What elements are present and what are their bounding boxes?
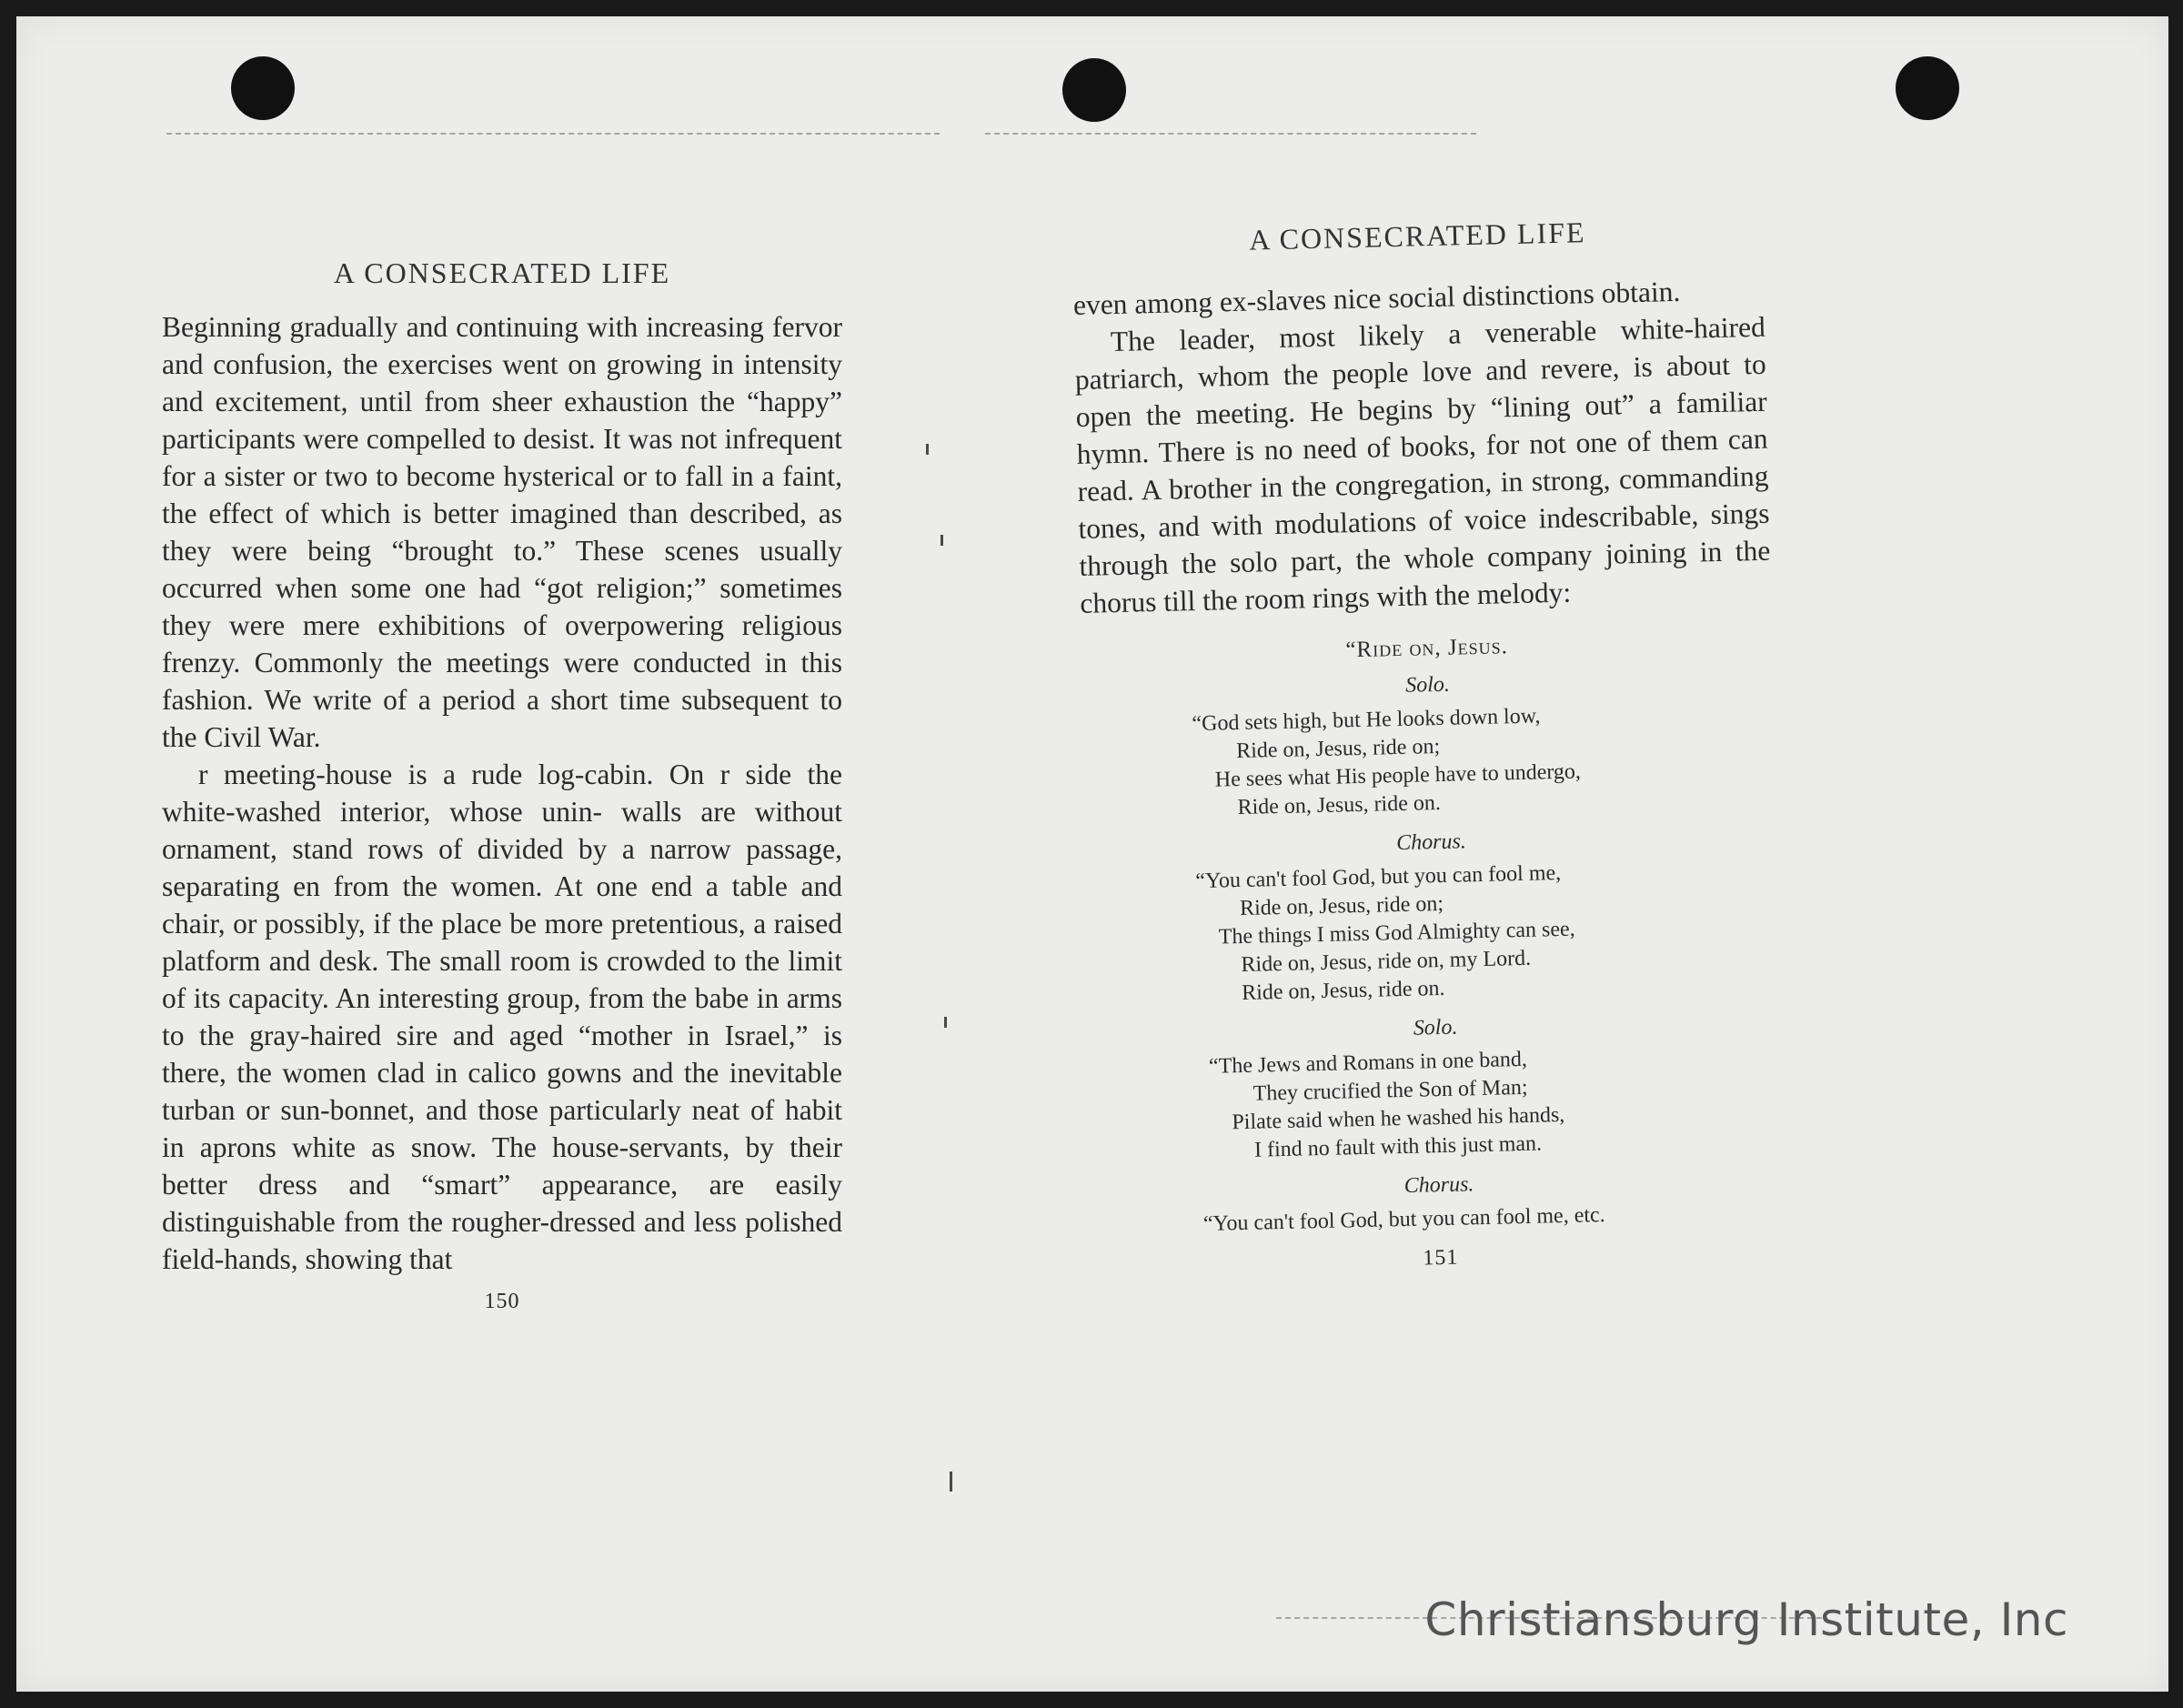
hymn [1081, 627, 1786, 1281]
page-number: 151 [1423, 1245, 1459, 1271]
punch-hole [1062, 58, 1126, 122]
stanza-label: Chorus. [1403, 1172, 1474, 1198]
scan-rule [985, 133, 1476, 135]
hymn-line: “You can't fool God, but you can fool me, [1195, 860, 1562, 894]
running-head: A CONSECRATED LIFE [333, 256, 671, 289]
stanza-label: Chorus. [1395, 829, 1467, 856]
hymn-line: “You can't fool God, but you can fool me, etc. [1202, 1202, 1605, 1236]
watermark: Christiansburg Institute, Inc [1424, 1593, 2068, 1646]
page-number: 150 [484, 1290, 520, 1313]
right-page [1071, 210, 1786, 1281]
hymn-line: Ride on, Jesus, ride on; [1235, 734, 1441, 764]
hymn-line: Ride on, Jesus, ride on, my Lord. [1241, 946, 1532, 977]
stanza [1085, 821, 1780, 1011]
running-head: A CONSECRATED LIFE [1248, 216, 1586, 256]
paragraph: Beginning gradually and continuing with increasing fervor and confusion, the exercises went on growing in intensity and excitement, until from sheer exhaustion the “happy” participants were compelled to desist. It was not infrequent for a sister or two to become hysterical or to fall in a faint, the effect of which is better imagined than described, as they were being “brought to.” These scenes usually occurred when some one had “got religion;” sometimes they were mere exhibitions of overpowering religious frenzy. Commonly the meetings were conducted in this fashion. We write of a period a short time subsequent to the Civil War. [162, 311, 842, 753]
paragraph: even among ex-slaves nice social distinctions obtain. [1072, 275, 1681, 321]
scan-speck [950, 1472, 952, 1492]
scan-speck [941, 535, 943, 546]
hymn-line: He sees what His people have to undergo, [1214, 759, 1582, 792]
stanza [1081, 664, 1776, 826]
hymn-line: I find no fault with this just man. [1253, 1131, 1543, 1162]
hymn-line: Pilate said when he washed his hands, [1232, 1102, 1565, 1135]
scanned-sheet [16, 16, 2168, 1692]
scan-speck [926, 444, 929, 455]
hymn-line: The things I miss God Almighty can see, [1218, 917, 1575, 949]
stanza [1090, 1007, 1784, 1169]
punch-hole [231, 56, 295, 120]
hymn-line: Ride on, Jesus, ride on; [1239, 891, 1444, 920]
scan-speck [944, 1017, 947, 1028]
paragraph: The leader, most likely a venerable white-haired patriarch, whom the people love and revere, is about to open the meeting. He begins by “lining out” a familiar hymn. There is no need of books, for not one of them can read. A brother in the congregation, in strong, commanding tones, and with modulations of voice indescribable, sings through the solo part, the whole company joining in the chorus till the room rings with the melody: [1074, 310, 1771, 619]
hymn-line: Ride on, Jesus, ride on. [1237, 790, 1442, 820]
stanza [1093, 1163, 1786, 1241]
hymn-line: “God sets high, but He looks down low, [1192, 704, 1541, 737]
hymn-line: “The Jews and Romans in one band, [1208, 1047, 1528, 1079]
hymn-line: They crucified the Son of Man; [1252, 1075, 1528, 1106]
left-page [162, 255, 842, 1321]
hymn-title: “Ride on, Jesus. [1345, 634, 1509, 663]
hymn-line: Ride on, Jesus, ride on. [1241, 976, 1445, 1005]
stanza-label: Solo. [1413, 1015, 1458, 1040]
punch-hole [1896, 56, 1959, 120]
stanza-label: Solo. [1404, 672, 1451, 698]
scan-rule [166, 133, 940, 135]
paragraph: r meeting-house is a rude log-cabin. On r side the white-washed interior, whose unin- walls are without ornament, stand rows of divided by a narrow passage, separating en from the women. At one end a table and chair, or possibly, if the place be more pretentious, a raised platform and desk. The small room is crowded to the limit of its capacity. An interesting group, from the babe in arms to the gray-haired sire and aged “mother in Israel,” is there, the women clad in calico gowns and the inevitable turban or sun-bonnet, and those particularly neat of habit in aprons white as snow. The house-servants, by their better dress and “smart” appearance, are easily distinguishable from the rougher-dressed and less polished field-hands, showing that [162, 759, 842, 1275]
